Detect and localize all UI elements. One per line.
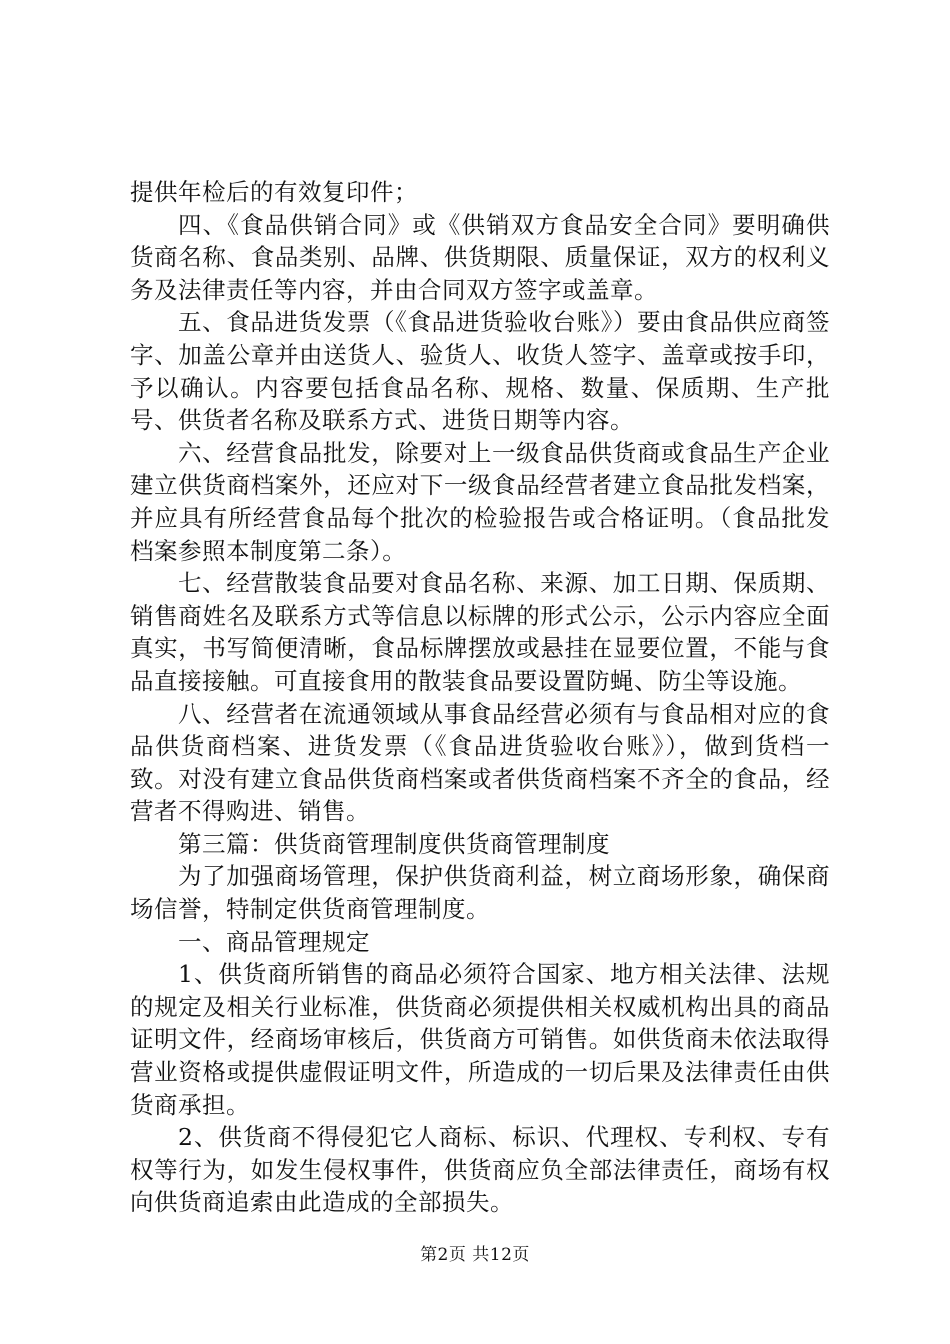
paragraph: 2、供货商不得侵犯它人商标、标识、代理权、专利权、专有权等行为，如发生侵权事件，供货商应负全部法律责任，商场有权向供货商追索由此造成的全部损失。 xyxy=(130,1123,830,1217)
paragraph: 八、经营者在流通领域从事食品经营必须有与食品相对应的食品供货商档案、进货发票（《食品进货验收台账》），做到货档一致。对没有建立食品供货商档案或者供货商档案不齐全的食品，经营者不得购进、销售。 xyxy=(130,699,830,826)
paragraph: 1、供货商所销售的商品必须符合国家、地方相关法律、法规的规定及相关行业标准，供货商必须提供相关权威机构出具的商品证明文件，经商场审核后，供货商方可销售。如供货商未依法取得营业资格或提供虚假证明文件，所造成的一切后果及法律责任由供货商承担。 xyxy=(130,960,830,1119)
paragraph: 提供年检后的有效复印件； xyxy=(130,178,418,206)
section-heading: 第三篇：供货商管理制度供货商管理制度 xyxy=(178,829,610,858)
subsection-heading: 一、商品管理规定 xyxy=(178,927,370,956)
paragraph: 为了加强商场管理，保护供货商利益，树立商场形象，确保商场信誉，特制定供货商管理制度。 xyxy=(130,862,830,924)
paragraph: 四、《食品供销合同》或《供销双方食品安全合同》要明确供货商名称、食品类别、品牌、供货期限、质量保证，双方的权利义务及法律责任等内容，并由合同双方签字或盖章。 xyxy=(130,210,830,304)
paragraph: 六、经营食品批发，除要对上一级食品供货商或食品生产企业建立供货商档案外，还应对下一级食品经营者建立食品批发档案，并应具有所经营食品每个批次的检验报告或合格证明。（食品批发档案参照本制度第二条）。 xyxy=(130,438,830,565)
paragraph: 七、经营散装食品要对食品名称、来源、加工日期、保质期、销售商姓名及联系方式等信息以标牌的形式公示，公示内容应全面真实，书写简便清晰，食品标牌摆放或悬挂在显要位置，不能与食品直接接触。可直接食用的散装食品要设置防蝇、防尘等设施。 xyxy=(130,569,830,695)
paragraph: 五、食品进货发票（《食品进货验收台账》）要由食品供应商签字、加盖公章并由送货人、验货人、收货人签字、盖章或按手印，予以确认。内容要包括食品名称、规格、数量、保质期、生产批号、供货者名称及联系方式、进货日期等内容。 xyxy=(130,308,830,435)
document-body xyxy=(130,176,830,1219)
page-number-footer: 第2页 共12页 xyxy=(420,1245,530,1265)
